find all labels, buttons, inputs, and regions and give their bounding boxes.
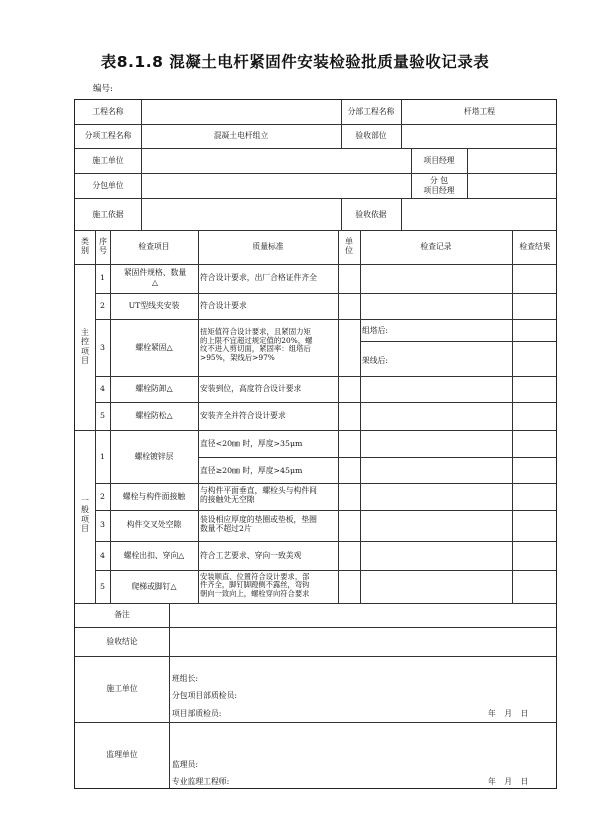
supervisor-label: 监理员:: [172, 760, 199, 769]
project-name-label: 工程名称: [92, 107, 124, 116]
sub-quality-inspector-label: 分包项目部质检员:: [172, 691, 238, 700]
inspection-record-table: [74, 99, 557, 789]
record-after-tower-label: 组塔后:: [362, 326, 389, 335]
item-name: 爬梯或脚钉△: [131, 582, 177, 591]
row-divider: [95, 570, 557, 571]
item-standard: 扭矩值符合设计要求，且紧固力矩 的上限不宜超过规定值的20%，螺 纹不进入剪切面，紧固率：组塔后 >95%，架线后>97%: [200, 327, 313, 362]
project-manager-label: 项目经理: [423, 156, 455, 165]
item-standard: 直径≥20㎜ 时，厚度>45μm: [200, 466, 303, 475]
item-name: 螺栓出扣、穿向△: [123, 551, 185, 560]
chief-supervisor-label: 专业监理工程师:: [172, 777, 230, 786]
subdivision-label: 分部工程名称: [347, 107, 395, 116]
row-divider: [95, 319, 557, 320]
row-divider: [75, 430, 557, 431]
col-record-header: 检查记录: [420, 242, 452, 251]
page-title: 表8.1.8 混凝土电杆紧固件安装检验批质量验收记录表: [100, 53, 490, 71]
main-category-label: 主控项目: [81, 328, 89, 366]
column-divider: [360, 230, 361, 603]
acceptance-basis-label: 验收依据: [355, 210, 387, 219]
item-standard: 符合工艺要求、穿向一致美观: [200, 551, 302, 560]
sub-item-label: 分项工程名称: [84, 131, 132, 140]
item-standard: 与构件平面垂直，螺栓头与构件间 的接触处无空隙: [200, 486, 317, 504]
row-divider: [75, 656, 557, 657]
column-divider: [512, 230, 513, 603]
column-divider: [467, 148, 468, 198]
column-divider: [338, 230, 339, 603]
item-number: 4: [100, 384, 105, 393]
col-result-header: 检查结果: [519, 242, 551, 251]
conclusion-label: 验收结论: [106, 637, 138, 646]
item-number: 3: [100, 520, 105, 529]
row-divider: [360, 341, 557, 342]
item-name: 螺栓镀锌层: [134, 452, 174, 461]
row-divider: [75, 722, 557, 723]
construction-unit-sign-label: 施工单位: [106, 684, 138, 693]
item-name: UT型线夹安装: [128, 301, 180, 310]
item-standard: 直径<20㎜ 时，厚度>35μm: [200, 439, 303, 448]
column-divider: [198, 230, 199, 603]
row-divider: [75, 173, 557, 174]
column-divider: [169, 603, 170, 789]
construction-unit-label: 施工单位: [92, 156, 124, 165]
row-divider: [95, 541, 557, 542]
column-divider: [141, 100, 142, 230]
sub-item-value: 混凝土电杆组立: [213, 131, 269, 140]
item-name: 螺栓与构件面接触: [122, 492, 186, 501]
sub-pm-label: 项目经理: [423, 186, 455, 195]
row-divider: [75, 627, 557, 628]
row-divider: [75, 230, 557, 231]
item-number: 3: [100, 343, 105, 352]
basis-label: 施工依据: [92, 210, 124, 219]
item-name: 螺栓防松△: [135, 411, 173, 420]
item-standard: 安装顺直、位置符合设计要求，部 件齐全，脚钉脚蹬侧不露丝，弯钩 朝向一致向上，螺栓穿向符合要求: [200, 572, 310, 598]
column-divider: [401, 198, 402, 230]
col-seq-header: 序号: [99, 237, 107, 256]
item-standard: 符合设计要求，出厂合格证件齐全: [200, 273, 317, 282]
item-number: 2: [100, 492, 105, 501]
row-divider: [75, 603, 557, 604]
item-standard: 符合设计要求: [200, 301, 247, 310]
project-quality-inspector-label: 项目部质检员:: [172, 709, 222, 718]
record-after-wiring-label: 架线后:: [362, 356, 389, 365]
item-number: 1: [100, 452, 105, 461]
item-number: 1: [100, 273, 105, 282]
item-name: 紧固件规格、数量 △: [123, 268, 187, 287]
item-standard: 装设相应厚度的垫圈或垫板，垫圈 数量不超过2片: [200, 515, 317, 533]
row-divider: [75, 198, 557, 199]
subdivision-value: 杆塔工程: [463, 107, 496, 116]
item-name: 构件交叉处空隙: [126, 520, 182, 529]
item-name: 螺栓防卸△: [135, 384, 173, 393]
item-name: 螺栓紧固△: [135, 343, 173, 352]
col-category-header: 类别: [81, 237, 89, 256]
date-label: 年 月 日: [488, 777, 529, 786]
item-standard: 安装齐全并符合设计要求: [200, 411, 286, 420]
supervision-unit-label: 监理单位: [106, 750, 138, 759]
general-category-label: 一般项目: [81, 496, 89, 534]
document-number-label: 编号:: [93, 84, 113, 94]
acceptance-part-label: 验收部位: [355, 131, 387, 140]
row-divider: [75, 264, 557, 265]
row-divider: [75, 148, 557, 149]
row-divider: [75, 124, 557, 125]
item-number: 5: [100, 582, 105, 591]
row-divider: [95, 402, 557, 403]
item-number: 4: [100, 551, 105, 560]
col-standard-header: 质量标准: [252, 242, 284, 251]
row-divider: [95, 293, 557, 294]
item-number: 2: [100, 301, 105, 310]
date-label: 年 月 日: [488, 709, 529, 718]
remarks-label: 备注: [114, 610, 130, 619]
item-number: 5: [100, 411, 105, 420]
row-divider: [95, 376, 557, 377]
subcontractor-label: 分包单位: [92, 181, 124, 190]
col-item-header: 检查项目: [138, 242, 170, 251]
team-leader-label: 班组长:: [172, 674, 199, 683]
row-divider: [198, 457, 557, 458]
item-standard: 安装到位，高度符合设计要求: [200, 384, 302, 393]
col-unit-header: 单位: [345, 237, 353, 256]
row-divider: [95, 483, 557, 484]
sub-pm-label: 分 包: [429, 176, 449, 185]
row-divider: [95, 510, 557, 511]
